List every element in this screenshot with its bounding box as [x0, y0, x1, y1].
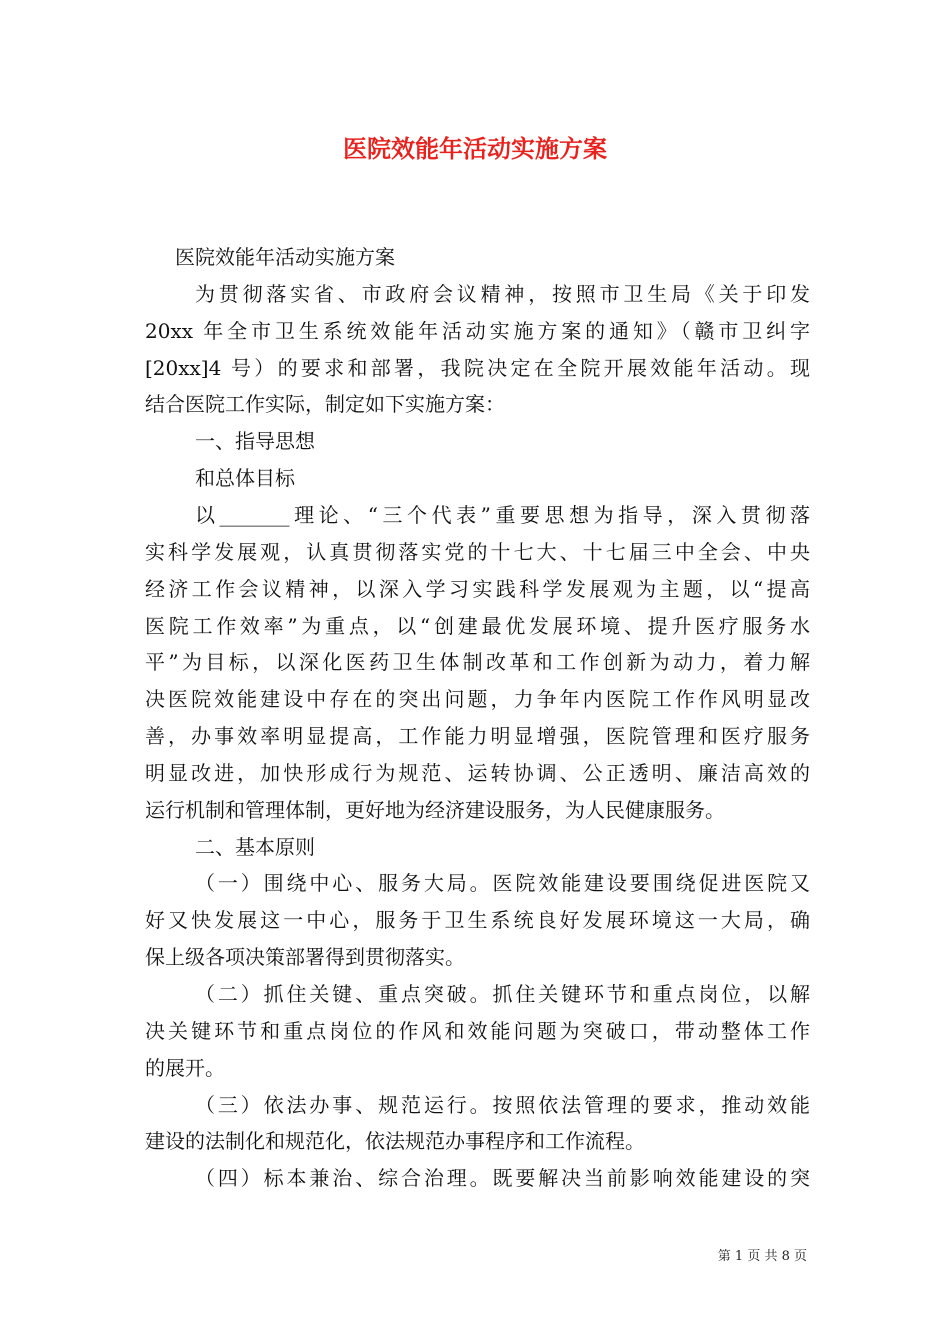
body-line: 保上级各项决策部署得到贯彻落实。 — [145, 945, 465, 969]
body-line: 经济工作会议精神，以深入学习实践科学发展观为主题，以“提高 — [145, 577, 810, 601]
body-line: 一、指导思想 — [195, 429, 315, 453]
body-line: 好又快发展这一中心，服务于卫生系统良好发展环境这一大局，确 — [145, 908, 810, 932]
body-line: 决医院效能建设中存在的突出问题，力争年内医院工作作风明显改 — [145, 687, 810, 711]
body-line: 平”为目标，以深化医药卫生体制改革和工作创新为动力，着力解 — [145, 650, 810, 674]
body-line: 以_______理论、“三个代表”重要思想为指导，深入贯彻落 — [195, 503, 810, 527]
body-line: （三）依法办事、规范运行。按照依法管理的要求，推动效能 — [195, 1093, 810, 1117]
body-line: 善，办事效率明显提高，工作能力明显增强，医院管理和医疗服务 — [145, 724, 810, 748]
body-line: 结合医院工作实际，制定如下实施方案： — [145, 392, 505, 416]
body-line: 医院效能年活动实施方案 — [175, 245, 395, 269]
body-line: 明显改进，加快形成行为规范、运转协调、公正透明、廉洁高效的 — [145, 761, 810, 785]
body-line: [20xx]4 号）的要求和部署，我院决定在全院开展效能年活动。现 — [145, 356, 810, 380]
body-line: 20xx 年全市卫生系统效能年活动实施方案的通知》（赣市卫纠字 — [145, 319, 810, 343]
body-line: 的展开。 — [145, 1056, 225, 1080]
body-line: 建设的法制化和规范化，依法规范办事程序和工作流程。 — [145, 1129, 645, 1153]
body-line: 决关键环节和重点岗位的作风和效能问题为突破口，带动整体工作 — [145, 1019, 810, 1043]
document-title: 医院效能年活动实施方案 — [343, 134, 607, 163]
body-line: 实科学发展观，认真贯彻落实党的十七大、十七届三中全会、中央 — [145, 540, 810, 564]
body-line: 二、基本原则 — [195, 835, 315, 859]
body-line: 为贯彻落实省、市政府会议精神，按照市卫生局《关于印发 — [195, 282, 810, 306]
body-line: （一）围绕中心、服务大局。医院效能建设要围绕促进医院又 — [195, 871, 810, 895]
page-footer: 第 1 页 共 8 页 — [717, 1249, 807, 1264]
body-line: 运行机制和管理体制，更好地为经济建设服务，为人民健康服务。 — [145, 798, 725, 822]
body-line: （二）抓住关键、重点突破。抓住关键环节和重点岗位，以解 — [195, 982, 810, 1006]
body-line: 和总体目标 — [195, 466, 295, 490]
body-line: 医院工作效率”为重点，以“创建最优发展环境、提升医疗服务水 — [145, 614, 810, 638]
body-line: （四）标本兼治、综合治理。既要解决当前影响效能建设的突 — [195, 1166, 810, 1190]
